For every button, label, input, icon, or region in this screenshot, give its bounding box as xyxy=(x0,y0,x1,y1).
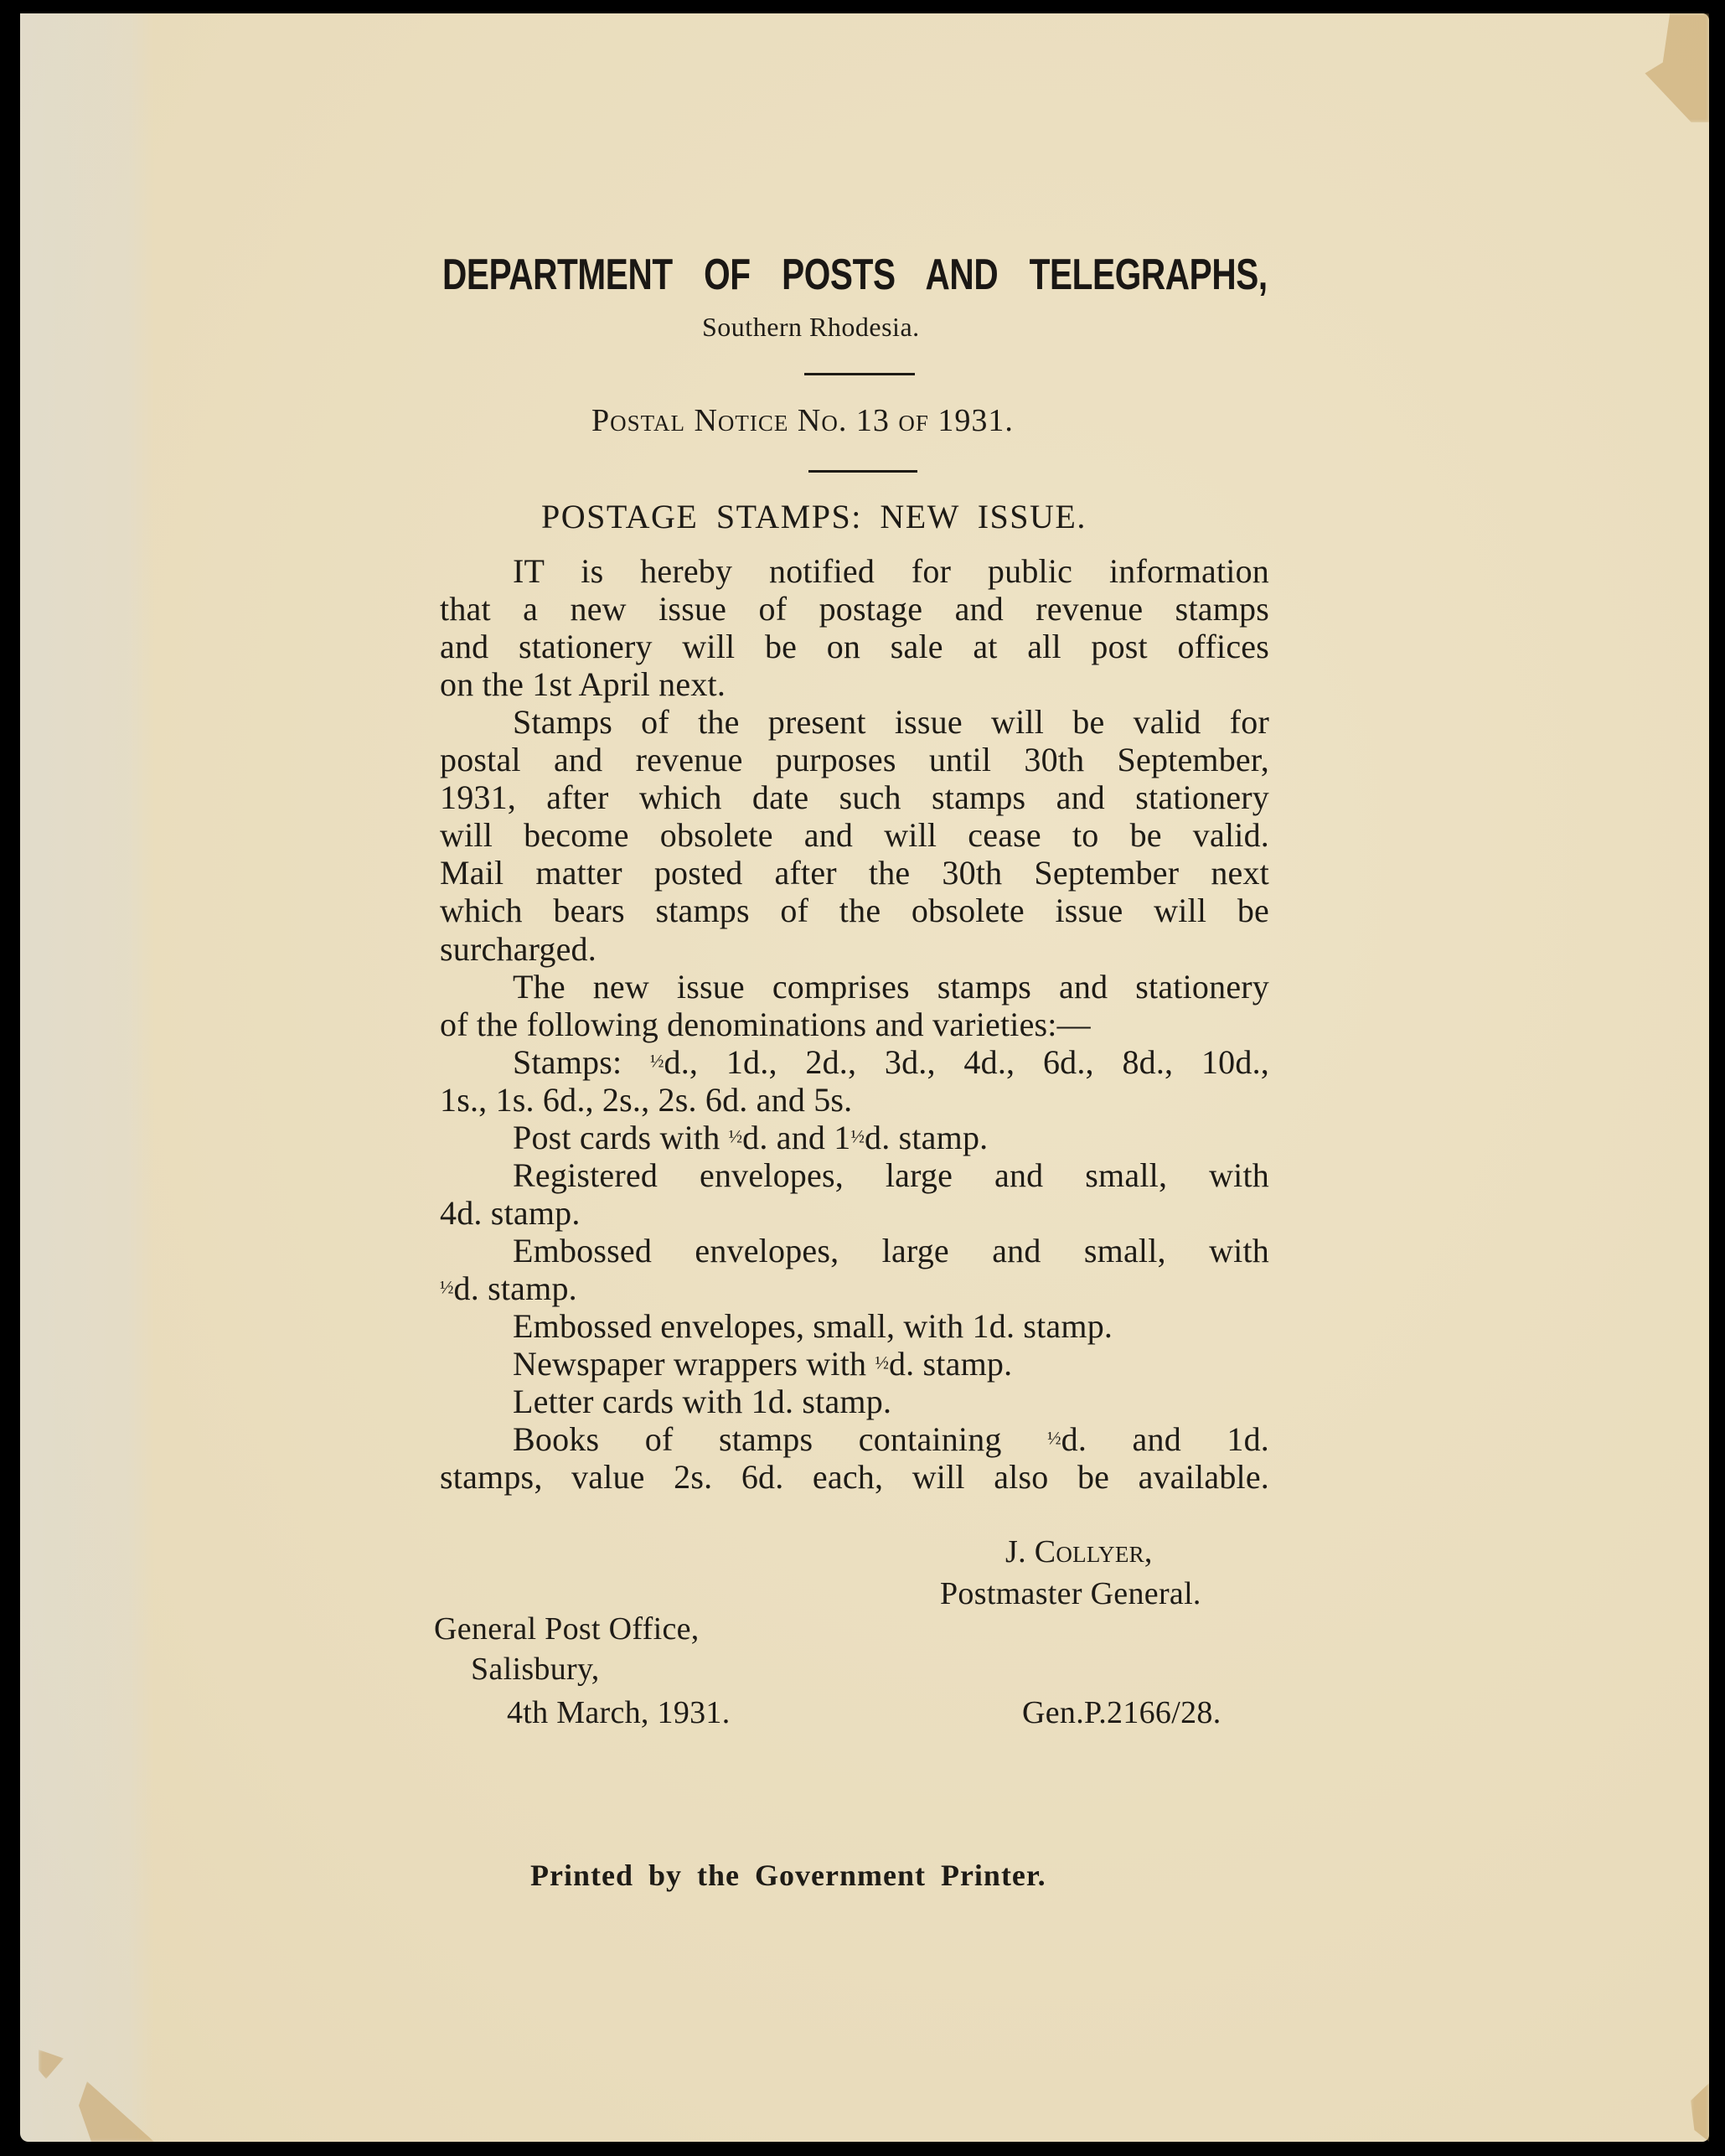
body-line: Post cards with ½d. and 1½d. stamp. xyxy=(513,1118,989,1156)
body-line: and stationery will be on sale at all post offices xyxy=(440,628,1269,666)
body-line: The new issue comprises stamps and stationery xyxy=(513,967,1269,1006)
notice-date: 4th March, 1931. xyxy=(507,1695,731,1730)
body-line: Registered envelopes, large and small, with xyxy=(513,1156,1269,1194)
body-line: Stamps: ½d., 1d., 2d., 3d., 4d., 6d., 8d., 10d., xyxy=(513,1042,1269,1081)
body-line: on the 1st April next. xyxy=(440,665,726,704)
body-line: surcharged. xyxy=(440,929,597,968)
postal-notice-number: Postal Notice No. 13 of 1931. xyxy=(591,403,1014,438)
body-line: Books of stamps containing ½d. and 1d. xyxy=(513,1420,1269,1459)
half-fraction: ½ xyxy=(650,1049,664,1071)
half-fraction: ½ xyxy=(440,1276,454,1298)
half-fraction: ½ xyxy=(1047,1427,1061,1449)
body-line: 4d. stamp. xyxy=(440,1193,581,1232)
stain-top-right xyxy=(1638,13,1709,122)
body-line: Newspaper wrappers with ½d. stamp. xyxy=(513,1345,1013,1383)
territory-subtitle: Southern Rhodesia. xyxy=(702,312,920,342)
body-line: postal and revenue purposes until 30th September, xyxy=(440,741,1269,779)
department-title: DEPARTMENT OF POSTS AND TELEGRAPHS, xyxy=(442,251,1268,299)
half-fraction: ½ xyxy=(728,1125,743,1147)
body-line: Embossed envelopes, small, with 1d. stamp. xyxy=(513,1307,1113,1345)
signatory-name-text: J. Collyer, xyxy=(1005,1534,1153,1569)
half-fraction: ½ xyxy=(875,1352,889,1373)
stain-bottom-left xyxy=(70,2081,154,2142)
body-line: Stamps of the present issue will be valid for xyxy=(513,703,1269,742)
signatory-name xyxy=(1005,1536,1153,1568)
address-line-1: General Post Office, xyxy=(434,1611,700,1647)
body-line: Letter cards with 1d. stamp. xyxy=(513,1383,892,1421)
body-line: that a new issue of postage and revenue stamps xyxy=(440,590,1269,628)
body-line: will become obsolete and will cease to be valid. xyxy=(440,816,1269,855)
body-line: of the following denominations and varieties:— xyxy=(440,1005,1091,1043)
body-line: 1s., 1s. 6d., 2s., 2s. 6d. and 5s. xyxy=(440,1080,853,1119)
body-line: IT is hereby notified for public information xyxy=(513,552,1269,590)
body-line: 1931, after which date such stamps and stationery xyxy=(440,778,1269,817)
notice-heading: POSTAGE STAMPS: NEW ISSUE. xyxy=(541,498,1087,535)
header-rule-2 xyxy=(808,470,917,473)
half-fraction: ½ xyxy=(850,1125,865,1147)
header-rule-1 xyxy=(804,373,915,375)
body-line: Mail matter posted after the 30th September next xyxy=(440,854,1269,892)
body-line: ½d. stamp. xyxy=(440,1269,577,1307)
body-line: Embossed envelopes, large and small, with xyxy=(513,1231,1269,1269)
address-line-2: Salisbury, xyxy=(471,1652,600,1687)
printer-imprint: Printed by the Government Printer. xyxy=(530,1859,1046,1892)
reference-number: Gen.P.2166/28. xyxy=(1022,1695,1221,1730)
stain-bottom-right xyxy=(1691,2083,1709,2142)
body-line: stamps, value 2s. 6d. each, will also be available. xyxy=(440,1458,1269,1497)
signatory-title: Postmaster General. xyxy=(940,1576,1201,1611)
stain-bottom-left-small xyxy=(39,2050,64,2079)
body-line: which bears stamps of the obsolete issue will be xyxy=(440,892,1269,930)
